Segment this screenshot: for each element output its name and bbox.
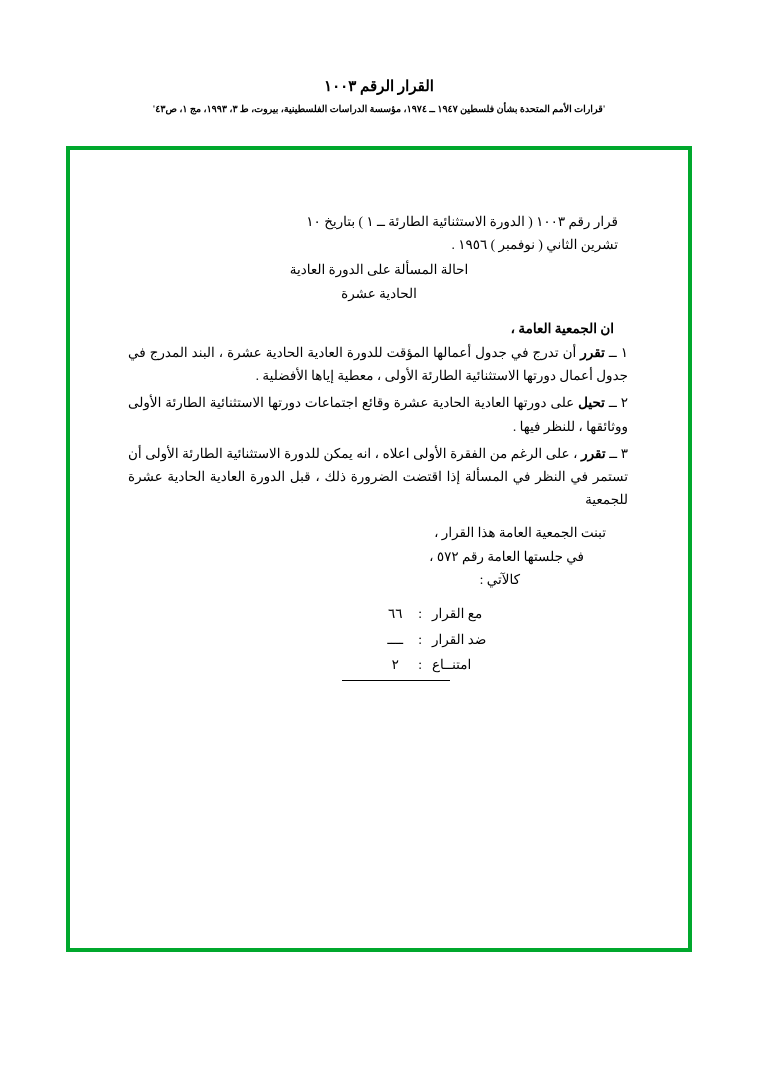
resolution-body [70,210,688,681]
resolution-heading-line-1: قرار رقم ١٠٠٣ ( الدورة الاستثنائية الطارئة ــ ١ ) بتاريخ ١٠ [306,214,618,229]
clause-1 [128,341,630,387]
resolution-subtitle [128,258,630,304]
resolution-subtitle-line-1: احالة المسألة على الدورة العادية [289,262,469,278]
clause-3-marker: ٣ ــ [605,445,628,461]
tally-colon: : [418,631,422,647]
tally-row [128,627,510,653]
green-frame [66,146,692,952]
resolution-subtitle-line-2: الحادية عشرة [341,285,417,301]
clause-3-lead: تقرر [581,445,606,461]
tally-row [128,601,510,627]
clause-2-marker: ٢ ــ [604,395,628,411]
clause-2-text: على دورتها العادية الحادية عشرة وقائع اجتماعات دورتها الاستثنائية الطارئة الأولى ووثائقها ، للنظر فيها . [128,395,628,434]
page-title: القرار الرقم ١٠٠٣ [324,79,434,95]
clause-1-marker: ١ ــ [604,344,628,360]
clause-3 [128,442,630,512]
adoption-line-1: تبنت الجمعية العامة هذا القرار ، [434,525,606,541]
tally-value-against: ــــ [387,631,404,647]
tally-row [128,652,510,678]
tally-colon: : [418,606,422,622]
resolution-heading [128,210,630,256]
clause-3-text: ، على الرغم من الفقرة الأولى اعلاه ، انه يمكن للدورة الاستثنائية الطارئة الأولى أن تستمر في النظر في المسألة إذا اقتضت الضرورة ذلك ، قبل الدورة العادية الحادية عشرة للجمعية [128,445,628,508]
tally-label-abstain: امتنــاع [432,657,472,673]
tally-colon: : [418,657,422,673]
tally-value-for: ٦٦ [387,606,403,622]
adoption-line-2: في جلستها العامة رقم ٥٧٢ ، [429,548,584,564]
tally-value-abstain: ٢ [391,657,399,673]
adoption-note [128,521,630,591]
tally-label-against: ضد القرار [432,631,487,647]
clause-2 [128,391,630,437]
tally-label-for: مع القرار [432,606,483,622]
resolution-heading-line-2: تشرين الثاني ( نوفمبر ) ١٩٥٦ . [451,237,618,253]
clause-1-lead: تقرر [580,344,605,360]
adoption-line-3: كالآتي : [479,571,520,587]
document-header [0,78,758,116]
resolution-salutation: ان الجمعية العامة ، [510,320,614,336]
tally-underline [342,680,450,681]
clause-1-text: أن تدرج في جدول أعمالها المؤقت للدورة العادية الحادية عشرة ، البند المدرج في جدول أعمال دورتها الاستثنائية الطارئة الأولى ، معطية إياها الأفضلية . [128,344,628,384]
source-citation: 'قرارات الأمم المتحدة بشأن فلسطين ١٩٤٧ ــ ١٩٧٤، مؤسسة الدراسات الفلسطينية، بيروت، ط ٣، ١٩٩٣، مج ١، ص٤٣' [152,104,606,115]
vote-tally [128,601,630,681]
clause-2-lead: تحيل [578,395,605,411]
